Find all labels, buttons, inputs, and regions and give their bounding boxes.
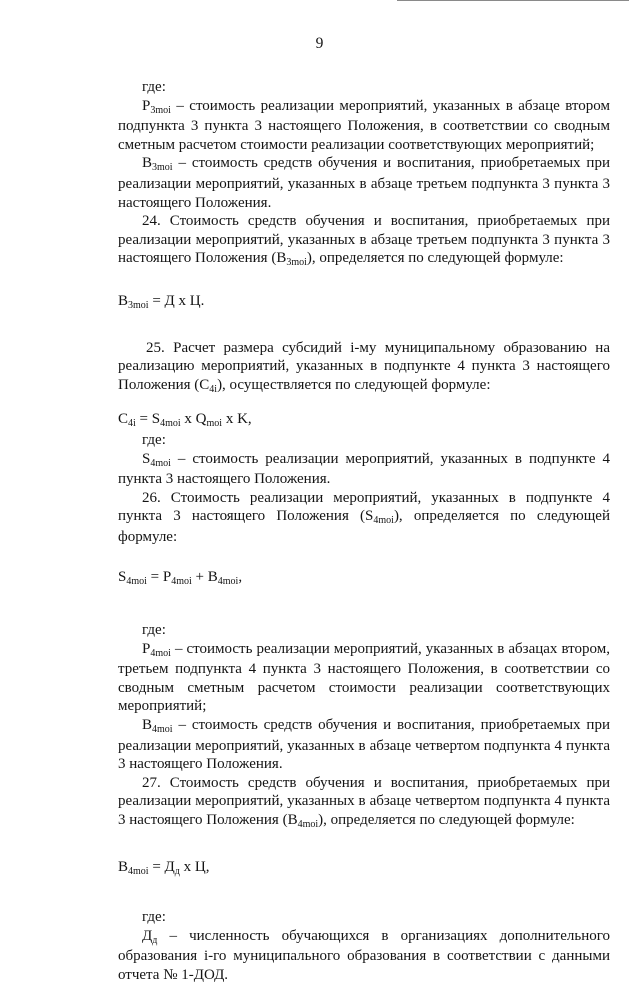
formula-c4i: $С_{4i} = S_{4moi}$ x $Q_{moi}$ x K,: [118, 411, 252, 430]
paragraph-dd-definition: $Д_д$ – численность обучающихся в организациях дополнительного образования i-го муниципального образования в соответствии с данными отчета № 1-ДОД.: [118, 927, 610, 983]
paragraph-where: где:: [142, 431, 166, 448]
formula-v3moi: $В_{3moi} = Д$ х Ц.: [118, 292, 205, 311]
paragraph-p4moi-definition: $Р_{4moi}$ – стоимость реализации мероприятий, указанных в абзацах втором, третьем подпункта 4 пункта 3 настоящего Положения, в соответствии со сводным сметным расчетом стоимости реализации соответствующих мероприятий;: [118, 640, 610, 715]
paragraph-where: где:: [142, 909, 166, 926]
paragraph-clause-27: 27. Стоимость средств обучения и воспитания, приобретаемых при реализации мероприятий, указанных в абзаце четвертом подпункта 4 пункта 3 настоящего Положения $(В_{4moi})$, определяется по следующей формуле:: [118, 774, 610, 830]
paragraph-where: где:: [142, 79, 166, 95]
formula-s4moi: $S_{4moi} = Р_{4moi} + В_{4moi}$,: [118, 569, 243, 588]
top-rule: [397, 0, 629, 1]
paragraph-s4moi-definition: $S_{4moi}$ – стоимость реализации мероприятий, указанных в подпункте 4 пункта 3 настоящего Положения.: [118, 450, 610, 488]
paragraph-v4moi-definition: $В_{4moi}$ – стоимость средств обучения и воспитания, приобретаемых при реализации мероприятий, указанных в абзаце четвертом подпункта 4 пункта 3 настоящего Положения.: [118, 717, 610, 773]
formula-v4moi: $В_{4moi} = Д_д$ х Ц,: [118, 858, 210, 877]
paragraph-clause-25: 25. Расчет размера субсидий i-му муниципальному образованию на реализацию мероприятий, указанных в подпункте 4 пункта 3 настоящего Положения $(С_{4i})$, осуществляется по следующей формуле:: [118, 339, 610, 395]
paragraph-p3moi-definition: $Р_{3moi}$ – стоимость реализации мероприятий, указанных в абзаце втором подпункта 3 пункта 3 настоящего Положения, в соответствии со сводным сметным расчетом стоимости реализации соответствующих мероприятий;: [118, 97, 610, 153]
page-number: 9: [315, 35, 324, 52]
paragraph-clause-24: 24. Стоимость средств обучения и воспитания, приобретаемых при реализации мероприятий, указанных в абзаце третьем подпункта 3 пункта 3 настоящего Положения $(В_{3moi})$, определяется по следующей формуле:: [118, 213, 610, 269]
paragraph-clause-26: 26. Стоимость реализации мероприятий, указанных в подпункте 4 пункта 3 настоящего Положения $(S_{4moi})$, определяется по следующей формуле:: [118, 489, 610, 545]
document-body: [118, 78, 610, 985]
paragraph-where: где:: [142, 622, 166, 639]
paragraph-v3moi-definition: $В_{3moi}$ – стоимость средств обучения и воспитания, приобретаемых при реализации мероприятий, указанных в абзаце третьем подпункта 3 пункта 3 настоящего Положения.: [118, 155, 610, 211]
